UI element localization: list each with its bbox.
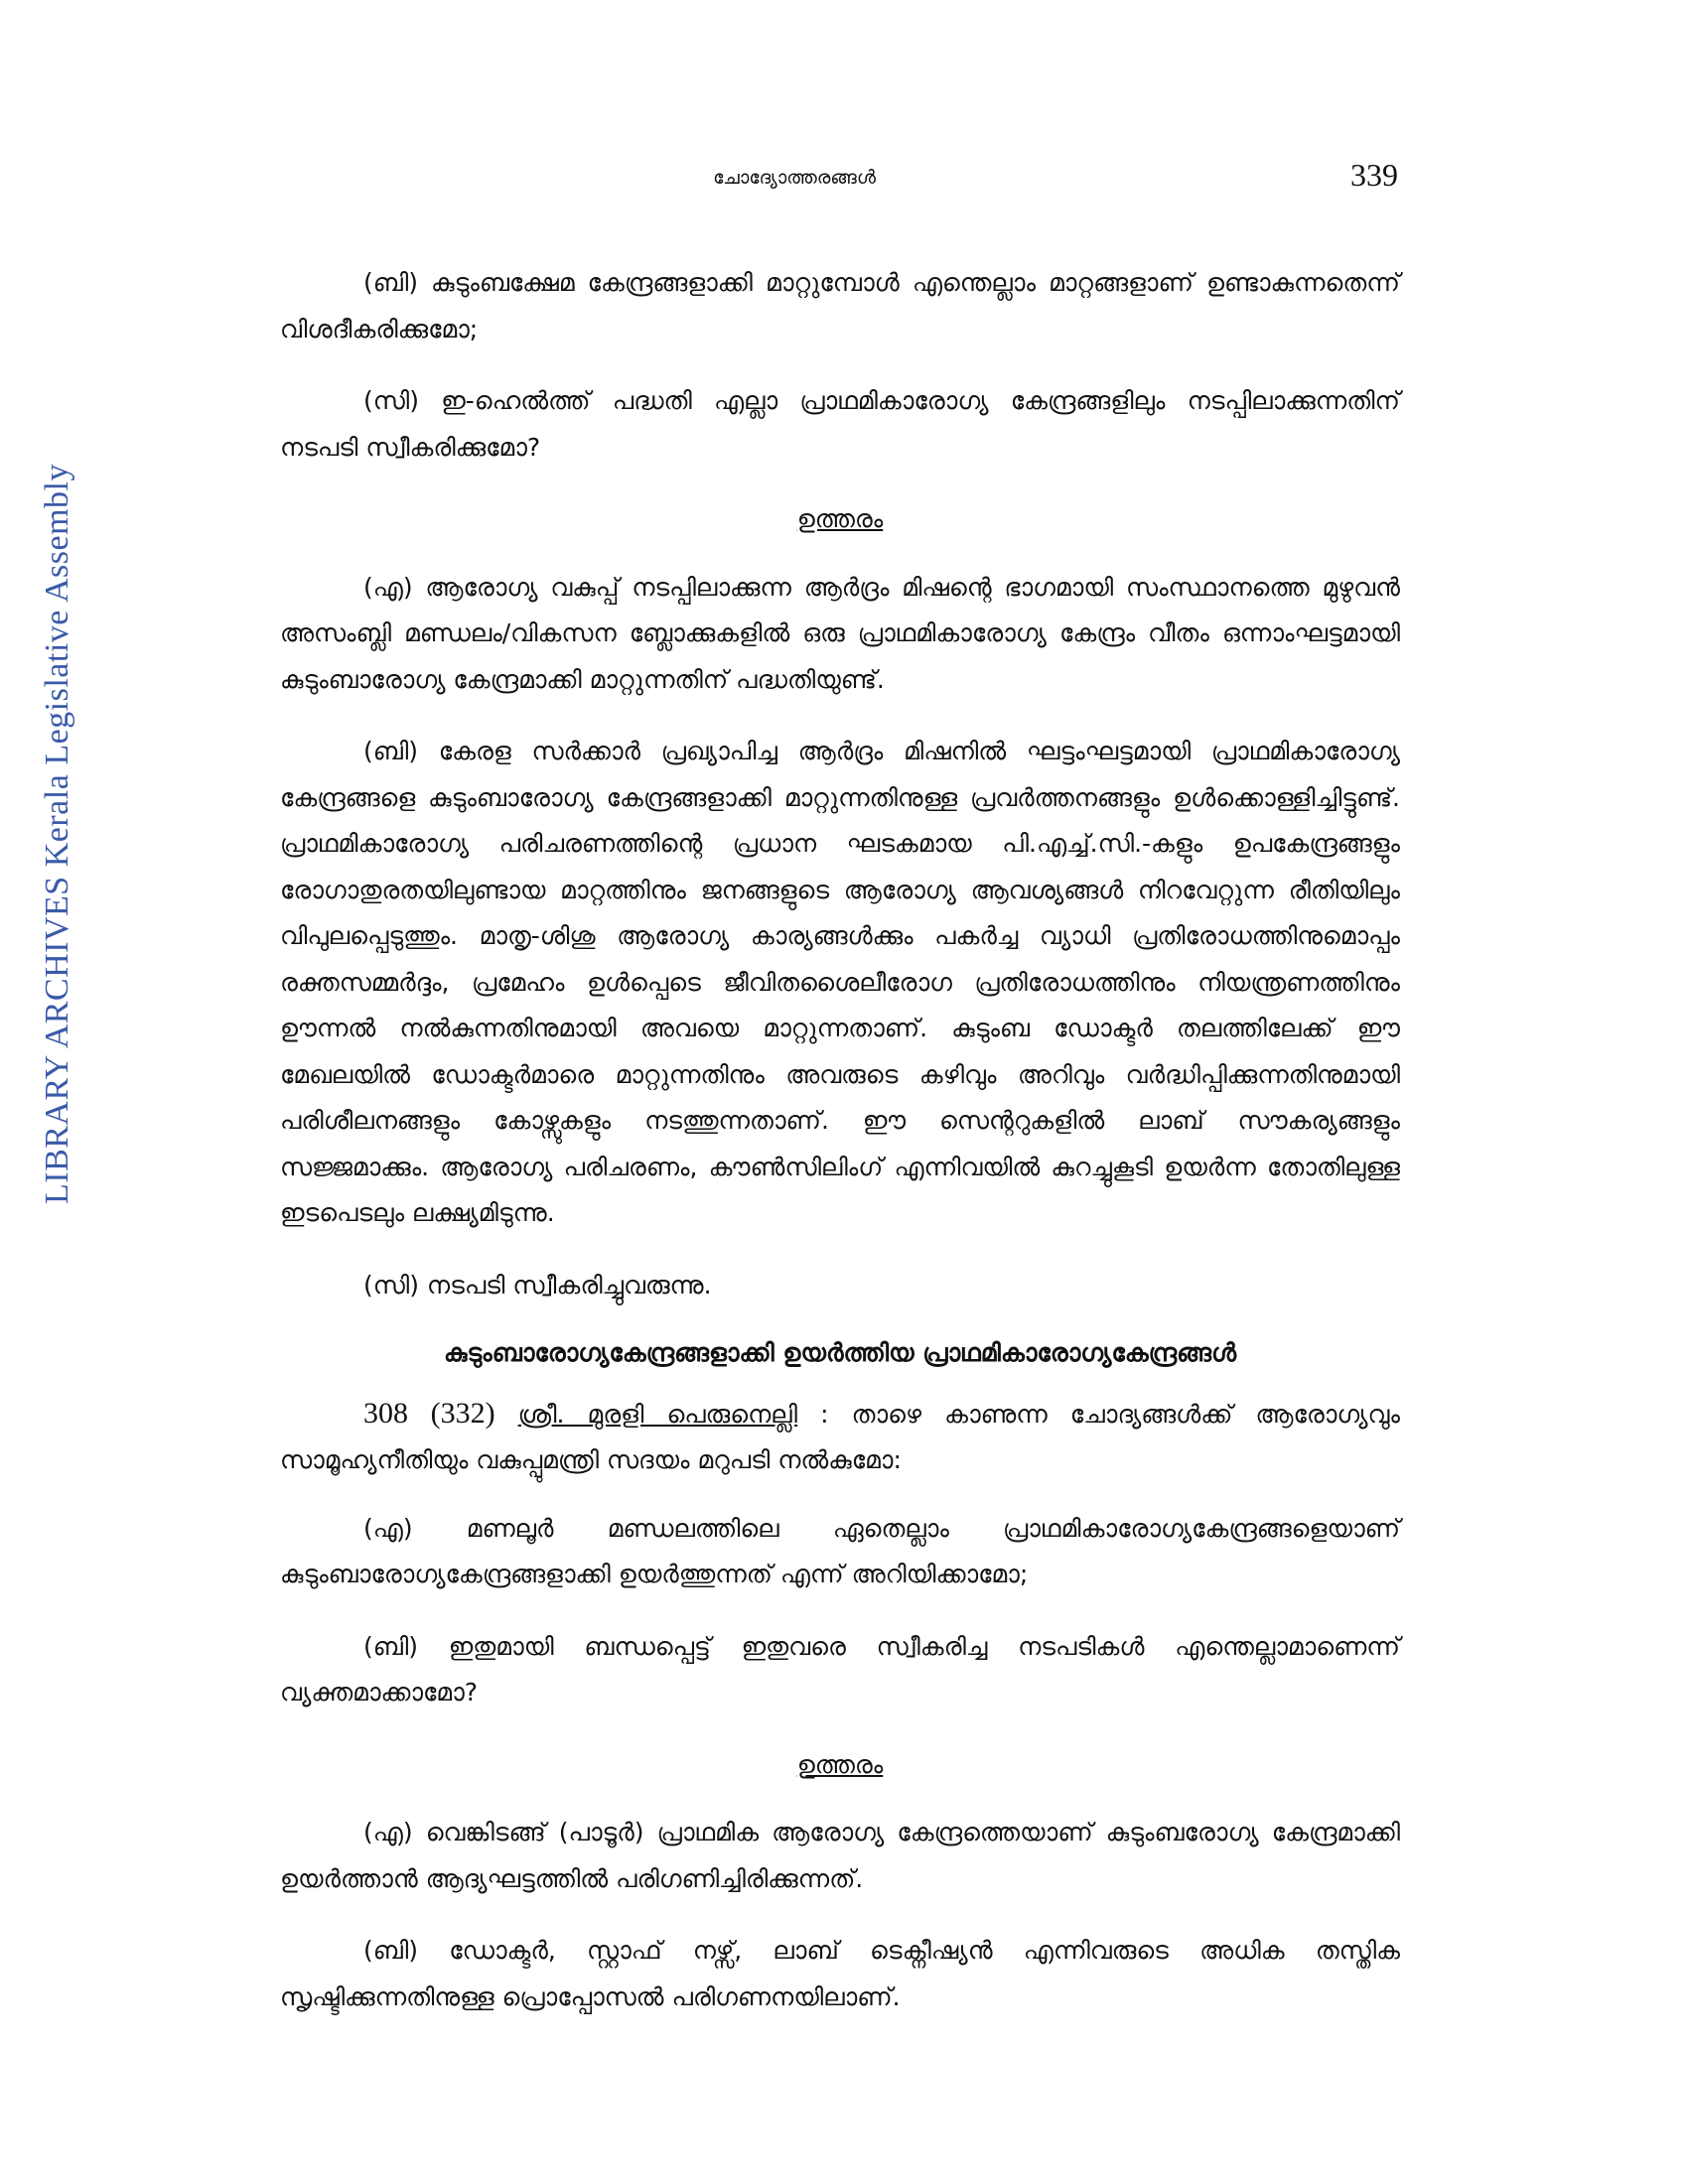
question-2-part-b: (ബി) ഇതുമായി ബന്ധപ്പെട്ട് ഇതുവരെ സ്വീകരിച്ച നടപടികൾ എന്തെല്ലാമാണെന്ന് വ്യക്തമാക്കാമോ? bbox=[280, 1631, 1400, 1706]
question-2-part-a: (എ) മണലൂർ മണ്ഡലത്തിലെ ഏതെല്ലാം പ്രാഥമികാരോഗ്യകേന്ദ്രങ്ങളെയാണ് കുടുംബാരോഗ്യകേന്ദ്രങ്ങളാക്കി ഉയർത്തുന്നത് എന്ന് അറിയിക്കാമോ; bbox=[280, 1513, 1400, 1588]
question-2-intro bbox=[280, 1391, 1400, 1484]
member-name: ശ്രീ. മുരളി പെരുനെല്ലി bbox=[517, 1399, 798, 1429]
answer-1-part-c: (സി) നടപടി സ്വീകരിച്ചുവരുന്നു. bbox=[363, 1270, 712, 1299]
question-2-intro-text: : താഴെ കാണുന്ന ചോദ്യങ്ങൾക്ക് ആരോഗ്യവും സാമൂഹ്യനീതിയും വകുപ്പുമന്ത്രി സദയം മറുപടി നൽകുമോ: bbox=[280, 1399, 1400, 1474]
question-2-title: കുടുംബാരോഗ്യകേന്ദ്രങ്ങളാക്കി ഉയർത്തിയ പ്രാഥമികാരോഗ്യകേന്ദ്രങ്ങൾ bbox=[443, 1338, 1237, 1367]
answer-2-part-b: (ബി) ഡോക്ടർ, സ്റ്റാഫ് നഴ്സ്, ലാബ് ടെക്നീഷ്യൻ എന്നിവരുടെ അധിക തസ്തിക സൃഷ്ടിക്കുന്നതിനുള്ള പ്രൊപ്പോസൽ പരിഗണനയിലാണ്. bbox=[280, 1936, 1400, 2011]
answer-1-part-b: (ബി) കേരള സർക്കാർ പ്രഖ്യാപിച്ച ആർദ്രം മിഷനിൽ ഘട്ടംഘട്ടമായി പ്രാഥമികാരോഗ്യ കേന്ദ്രങ്ങളെ കുടുംബാരോഗ്യ കേന്ദ്രങ്ങളാക്കി മാറ്റുന്നതിനുള്ള പ്രവർത്തനങ്ങളും ഉൾക്കൊള്ളിച്ചിട്ടുണ്ട്. പ്രാഥമികാരോഗ്യ പരിചരണത്തിന്റെ പ്രധാന ഘടകമായ പി.എച്ച്.സി.-കളും ഉപകേന്ദ്രങ്ങളും രോഗാതുരതയിലുണ്ടായ മാറ്റത്തിനും ജനങ്ങളുടെ ആരോഗ്യ ആവശ്യങ്ങൾ നിറവേറ്റുന്ന രീതിയിലും വിപുലപ്പെടുത്തും. മാതൃ-ശിശു ആരോഗ്യ കാര്യങ്ങൾക്കും പകർച്ച വ്യാധി പ്രതിരോധത്തിനുമൊപ്പം രക്തസമ്മർദ്ദം, പ്രമേഹം ഉൾപ്പെടെ ജീവിതശൈലീരോഗ പ്രതിരോധത്തിനും നിയന്ത്രണത്തിനും ഊന്നൽ നൽകുന്നതിനുമായി അവയെ മാറ്റുന്നതാണ്. കുടുംബ ഡോക്ടർ തലത്തിലേക്ക് ഈ മേഖലയിൽ ഡോക്ടർമാരെ മാറ്റുന്നതിനും അവരുടെ കഴിവും അറിവും വർദ്ധിപ്പിക്കുന്നതിനുമായി പരിശീലനങ്ങളും കോഴ്സുകളും നടത്തുന്നതാണ്. ഈ സെന്ററുകളിൽ ലാബ് സൗകര്യങ്ങളും സജ്ജമാക്കും. ആരോഗ്യ പരിചരണം, കൗൺസിലിംഗ് എന്നിവയിൽ കുറച്ചുകൂടി ഉയർന്ന തോതിലുള്ള ഇടപെടലും ലക്ഷ്യമിടുന്നു. bbox=[280, 737, 1400, 1227]
document-body bbox=[280, 260, 1400, 2046]
answer-1-heading: ഉത്തരം bbox=[796, 504, 884, 533]
answer-2-heading: ഉത്തരം bbox=[796, 1749, 884, 1779]
question-number: 308 (332) bbox=[363, 1396, 495, 1430]
archive-watermark: LIBRARY ARCHIVES Kerala Legislative Assembly bbox=[39, 464, 75, 1205]
running-header-title: ചോദ്യോത്തരങ്ങൾ bbox=[713, 167, 876, 189]
answer-2-part-a: (എ) വെങ്കിടങ്ങ് (പാടൂർ) പ്രാഥമിക ആരോഗ്യ കേന്ദ്രത്തെയാണ് കുടുംബരോഗ്യ കേന്ദ്രമാക്കി ഉയർത്താൻ ആദ്യഘട്ടത്തിൽ പരിഗണിച്ചിരിക്കുന്നത്. bbox=[280, 1818, 1400, 1893]
question-1-part-b: (ബി) കുടുംബക്ഷേമ കേന്ദ്രങ്ങളാക്കി മാറ്റുമ്പോൾ എന്തെല്ലാം മാറ്റങ്ങളാണ് ഉണ്ടാകുന്നതെന്ന് വിശദീകരിക്കുമോ; bbox=[280, 268, 1400, 343]
page-number: 339 bbox=[1350, 157, 1398, 193]
answer-1-part-a: (എ) ആരോഗ്യ വകുപ്പ് നടപ്പിലാക്കുന്ന ആർദ്രം മിഷന്റെ ഭാഗമായി സംസ്ഥാനത്തെ മുഴുവൻ അസംബ്ലി മണ്ഡലം/വികസന ബ്ലോക്കുകളിൽ ഒരു പ്രാഥമികാരോഗ്യ കേന്ദ്രം വീതം ഒന്നാംഘട്ടമായി കുടുംബാരോഗ്യ കേന്ദ്രമാക്കി മാറ്റുന്നതിന് പദ്ധതിയുണ്ട്. bbox=[280, 572, 1400, 694]
question-1-part-c: (സി) ഇ-ഹെൽത്ത് പദ്ധതി എല്ലാ പ്രാഥമികാരോഗ്യ കേന്ദ്രങ്ങളിലും നടപ്പിലാക്കുന്നതിന് നടപടി സ്വീകരിക്കുമോ? bbox=[280, 386, 1400, 462]
